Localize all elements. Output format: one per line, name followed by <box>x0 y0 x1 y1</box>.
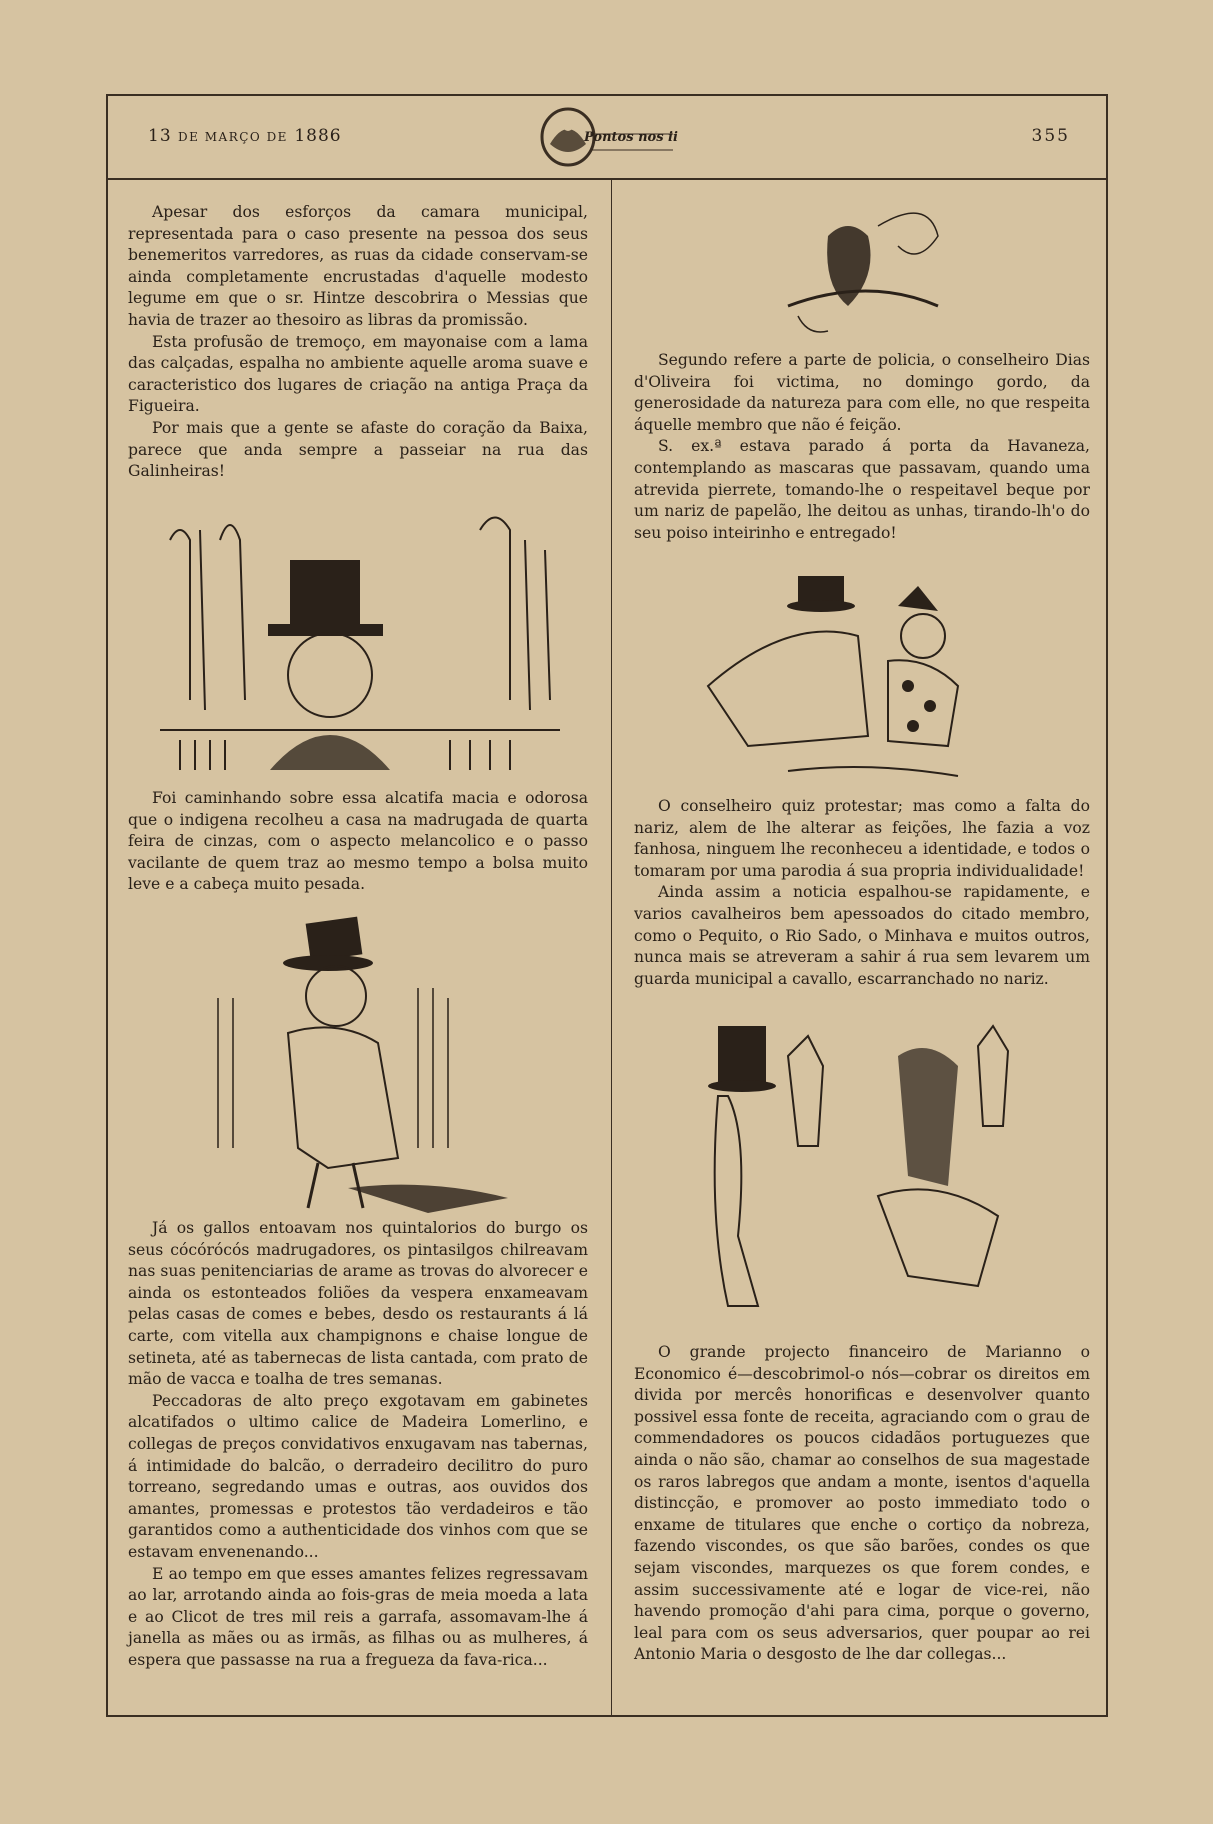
left-column-middle <box>128 788 588 896</box>
paragraph: O conselheiro quiz protestar; mas como a falta do nariz, alem de lhe alterar as feições, lhe fazia a voz fanhosa, ninguem lhe reconheceu a identidade, e todos o tomaram por uma parodia á sua propria individualidade! <box>634 797 1090 880</box>
paragraph: Peccadoras de alto preço exgotavam em gabinetes alcatifados o ultimo calice de Madeira Lomerlino, e collegas de preços convidativos enxugavam nas tabernas, á intimidade do balcão, o derradeiro decilitro do puro torreano, segredando umas e outras, aos ouvidos dos amantes, promessas e protestos tão verdadeiros e tão garantidos como a authenticidade dos vinhos com que se estavam envenenando... <box>128 1391 588 1561</box>
column-divider <box>611 180 612 1716</box>
paragraph: Ainda assim a noticia espalhou-se rapidamente, e varios cavalheiros bem apessoados do citado membro, como o Pequito, o Rio Sado, o Minhava e muitos outros, nunca mais se atreveram a sahir á rua sem levarem um guarda municipal a cavallo, escarranchado no nariz. <box>634 883 1090 988</box>
paragraph: S. ex.ª estava parado á porta da Havaneza, contemplando as mascaras que passavam, quando uma atrevida pierrete, tomando-lhe o respeitavel beque por um nariz de papelão, lhe deitou as unhas, tirando-lh'o do seu poiso inteirinho e entregado! <box>634 437 1090 542</box>
left-column-bottom <box>128 1218 588 1671</box>
page-number: 355 <box>1031 126 1070 146</box>
paragraph: Foi caminhando sobre essa alcatifa macia e odorosa que o indigena recolheu a casa na madrugada de quarta feira de cinzas, com o aspecto melancolico e o passo vacilante de quem traz ao mesmo tempo a bolsa muito leve e a cabeça muito pesada. <box>128 789 588 894</box>
paragraph: Por mais que a gente se afaste do coração da Baixa, parece que anda sempre a passeiar na rua das Galinheiras! <box>128 418 588 481</box>
masthead-emblem-icon <box>528 104 678 170</box>
illustration-guards-on-noses <box>678 1016 1078 1316</box>
right-column-top <box>634 350 1090 544</box>
illustration-drunk-man <box>178 908 558 1218</box>
paragraph: O grande projecto financeiro de Marianno o Economico é—descobrimol-o nós—cobrar os direitos em divida por mercês honorificas e desenvolver quanto possivel essa fonte de receita, agraciando com o grau de commendadores os poucos cidadãos portuguezes que ainda o não são, chamar ao conselhos de sua magestade os raros labregos que andam a monte, isentos d'aquella distincção, e promover ao posto immediato todo o enxame de titulares que enche o cortiço da nobreza, fazendo viscondes, os que são barões, condes os que sejam viscondes, marquezes os que forem condes, e assim successivamente até e logar de vice-rei, não havendo promoção d'ahi para cima, porque o governo, leal para com os seus adversarios, quer poupar ao rei Antonio Maria o desgosto de lhe dar collegas... <box>634 1343 1090 1664</box>
illustration-pierrete-nose <box>668 566 1068 786</box>
right-column-middle <box>634 796 1090 990</box>
right-column-bottom <box>634 1342 1090 1666</box>
paragraph: Apesar dos esforços da camara municipal, representada para o caso presente na pessoa dos seus benemeritos varredores, as ruas da cidade conservam-se ainda completamente encrustadas d'aquelle modesto legume em que o sr. Hintze descobrira o Messias que havia de trazer ao thesoiro as libras da promissão. <box>128 203 588 329</box>
issue-date <box>148 126 342 146</box>
paragraph: E ao tempo em que esses amantes felizes regressavam ao lar, arrotando ainda ao fois-gras de meia moeda a lata e ao Clicot de tres mil reis a garrafa, assomavam-lhe á janella as mães ou as irmãs, as filhas ou as mulheres, á espera que passasse na rua a fregueza da fava-rica... <box>128 1564 588 1669</box>
paragraph: Esta profusão de tremoço, em mayonaise com a lama das calçadas, espalha no ambiente aquelle aroma suave e caracteristico dos lugares de criação na antiga Praça da Figueira. <box>128 332 588 416</box>
newspaper-page <box>106 94 1108 1717</box>
illustration-man-with-hats <box>150 500 570 770</box>
date-year: 1886 <box>294 126 342 146</box>
date-month: DE MARÇO DE <box>178 130 288 144</box>
masthead-title: Pontos nos ii <box>584 130 678 145</box>
page-header <box>108 96 1106 180</box>
paragraph: Já os gallos entoavam nos quintalorios do burgo os seus cócórócós madrugadores, os pintasilgos chilreavam nas suas penitenciarias de arame as trovas do alvorecer e ainda os estonteados foliões da vespera enxameavam pelas casas de comes e bebes, desdo os restaurants á lá carte, com vitella aux champignons e chaise longue de setineta, até as tabernecas de lista cantada, com prato de mão de vacca e toalha de tres semanas. <box>128 1219 588 1389</box>
parrot-vignette-icon <box>768 196 968 346</box>
paragraph: Segundo refere a parte de policia, o conselheiro Dias d'Oliveira foi victima, no domingo gordo, da generosidade da natureza para com elle, no que respeita áquelle membro que não é feição. <box>634 351 1090 434</box>
date-day: 13 <box>148 126 172 146</box>
left-column-top <box>128 202 588 483</box>
